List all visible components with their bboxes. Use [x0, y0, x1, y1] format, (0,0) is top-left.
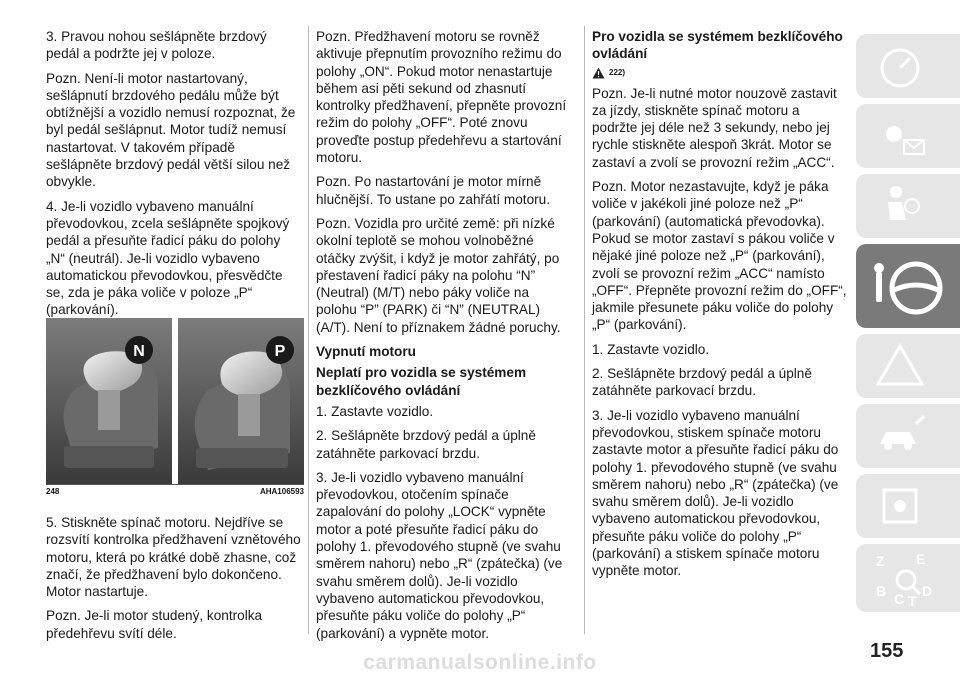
dashboard-icon: [872, 40, 928, 92]
svg-text:P: P: [274, 343, 286, 360]
paragraph-note-cold-brake: Pozn. Není-li motor nastartovaný, sešlápnutí brzdového pedálu může být obtížnější a vozidlo nemusí rozpoznat, že byl pedál sešlápnut. Motor tudíž nemusí nastartovat. V takovém případě sešlápněte brzdový pedál větší silou než obvykle.: [46, 70, 296, 190]
tab-index[interactable]: [856, 544, 960, 612]
svg-text:N: N: [133, 343, 145, 360]
paragraph-step-5: 5. Stiskněte spínač motoru. Nejdříve se rozsvítí kontrolka předžhavení vznětového motoru, která po krátké době zhasne, což značí, že předžhavení bylo dokončeno. Motor nastartuje.: [46, 515, 301, 600]
paragraph-step-4: 4. Je-li vozidlo vybaveno manuální převodovkou, zcela sešlápněte spojkový pedál a přesuňte řadicí páku do polohy „N“ (neutrál). Je-li vozidlo vybaveno automatickou převodovkou, přesvědčte se, zda je páka voliče v poloze „P“ (parkování).: [46, 198, 290, 318]
lights-message-icon: [872, 110, 928, 162]
paragraph-stop-step-1: 1. Zastavte vozidlo.: [316, 403, 434, 419]
column-divider-1: [308, 26, 309, 634]
subheading-non-keyless: Neplatí pro vozidla se systémem bezklíčového ovládání: [316, 365, 527, 398]
airbag-seat-icon: [872, 180, 928, 232]
paragraph-note-selector: Pozn. Motor nezastavujte, když je páka voliče v jakékoli jiné poloze než „P“ (parkování) (automatická převodovka). Pokud se motor zastaví s pákou voliče v nějaké jiné poloze než „P“ (parkování), zvolí se provozní režim „ACC“ namísto „OFF“. Přepněte provozní režim do „OFF“, jakmile přesunete páku voliče do polohy „P“ (parkování).: [592, 179, 847, 333]
text-column-3: [592, 28, 848, 587]
paragraph-stop-step-3: 3. Je-li vozidlo vybaveno manuální převodovkou, otočením spínače zapalování do polohy „LOCK“ vypněte motor a poté přesuňte řadicí páku do polohy 1. převodového stupně (ve svahu směrem nahoru) nebo „R“ (zpátečka) (ve svahu směrem dolů). Je-li vozidlo vybaveno automatickou převodovkou, přesuňte páku voliče do polohy „P“ (parkování) a vypněte motor.: [316, 469, 563, 641]
warning-triangle-icon: [872, 340, 928, 392]
svg-text:B: B: [876, 583, 887, 599]
warning-triangle-icon: [592, 67, 605, 79]
figure-number: 248: [46, 487, 60, 496]
tab-starting-driving[interactable]: [856, 244, 960, 328]
section-heading-stop-engine: Vypnutí motoru: [316, 344, 416, 360]
page-number: 155: [870, 640, 904, 662]
alphabetical-index-icon: [872, 550, 936, 610]
paragraph-keyless-step-3: 3. Je-li vozidlo vybaveno manuální převodovkou, stiskem spínače motoru zastavte motor a přesuňte řadicí páku do polohy 1. převodového stupně (ve svahu směrem nahoru) nebo „R“ (zpátečka) (ve svahu směrem dolů). Je-li vozidlo vybaveno automatickou převodovkou, přesuňte páku voliče do polohy „P“ (parkování) a stiskem spínače motoru vypněte motor.: [592, 407, 839, 579]
paragraph-note-preheat: Pozn. Je-li motor studený, kontrolka předehřevu svítí déle.: [46, 608, 263, 641]
svg-text:D: D: [922, 583, 933, 599]
text-column-1: [46, 28, 302, 326]
text-column-1-lower: [46, 514, 302, 649]
text-column-2: [316, 28, 572, 649]
tab-safety[interactable]: [856, 174, 960, 238]
figure-caption: [46, 487, 304, 496]
gear-lever-illustration: [46, 318, 304, 484]
paragraph-step-3: 3. Pravou nohou sešlápněte brzdový pedál a podržte jej v poloze.: [46, 29, 267, 62]
figure-code: AHA106593: [259, 487, 304, 496]
steering-wheel-key-icon: [872, 250, 944, 322]
paragraph-note-emergency-stop: Pozn. Je-li nutné motor nouzově zastavit za jízdy, stiskněte spínač motoru a podržte jej déle než 3 sekundy, nebo jej rychle stiskněte alespoň 3krát. Motor se zastaví a zvolí se provozní režim „ACC“.: [592, 85, 837, 170]
column-divider-2: [584, 26, 585, 634]
tab-dashboard[interactable]: [856, 34, 960, 98]
warning-reference: [592, 67, 848, 79]
paragraph-note-on-mode: Pozn. Předžhavení motoru se rovněž aktivuje přepnutím provozního režimu do polohy „ON“. Pokud motor nenastartuje během asi pěti sekund od zhasnutí kontrolky předžhavení, přepněte provozní režim do polohy „OFF“. Poté znovu proveďte postup předehřevu a startování motoru.: [316, 29, 567, 166]
figure-rule: [46, 484, 304, 485]
gear-lever-figure: [46, 318, 304, 484]
svg-text:C: C: [894, 591, 905, 607]
tab-technical-data[interactable]: [856, 474, 960, 538]
tab-emergency[interactable]: [856, 334, 960, 398]
svg-text:E: E: [916, 551, 926, 567]
tab-lights[interactable]: [856, 104, 960, 168]
paragraph-keyless-step-2: 2. Sešlápněte brzdový pedál a úplně zatáhněte parkovací brzdu.: [592, 366, 812, 399]
paragraph-keyless-step-1: 1. Zastavte vozidlo.: [592, 341, 710, 357]
svg-text:Z: Z: [876, 553, 885, 569]
paragraph-stop-step-2: 2. Sešlápněte brzdový pedál a úplně zatáhněte parkovací brzdu.: [316, 428, 536, 461]
technical-data-icon: [872, 480, 928, 532]
svg-text:T: T: [908, 593, 917, 609]
paragraph-note-noise: Pozn. Po nastartování je motor mírně hlučnější. To ustane po zahřátí motoru.: [316, 174, 551, 207]
car-wrench-icon: [872, 410, 928, 462]
subheading-keyless: Pro vozidla se systémem bezklíčového ovládání: [592, 29, 843, 62]
tab-maintenance[interactable]: [856, 404, 960, 468]
watermark: carmanualsonline.info: [363, 651, 597, 674]
paragraph-note-idle: Pozn. Vozidla pro určité země: při nízké okolní teplotě se mohou volnoběžné otáčky zvýšit, i když je motor zahřátý, po přestavení řadicí páky na polohu “N” (Neutral) (M/T) nebo páky voliče na polohu “P” (PARK) či “N” (NEUTRAL) (A/T). Není to příznakem žádné poruchy.: [316, 215, 561, 335]
warning-ref-number: 222): [609, 68, 626, 78]
